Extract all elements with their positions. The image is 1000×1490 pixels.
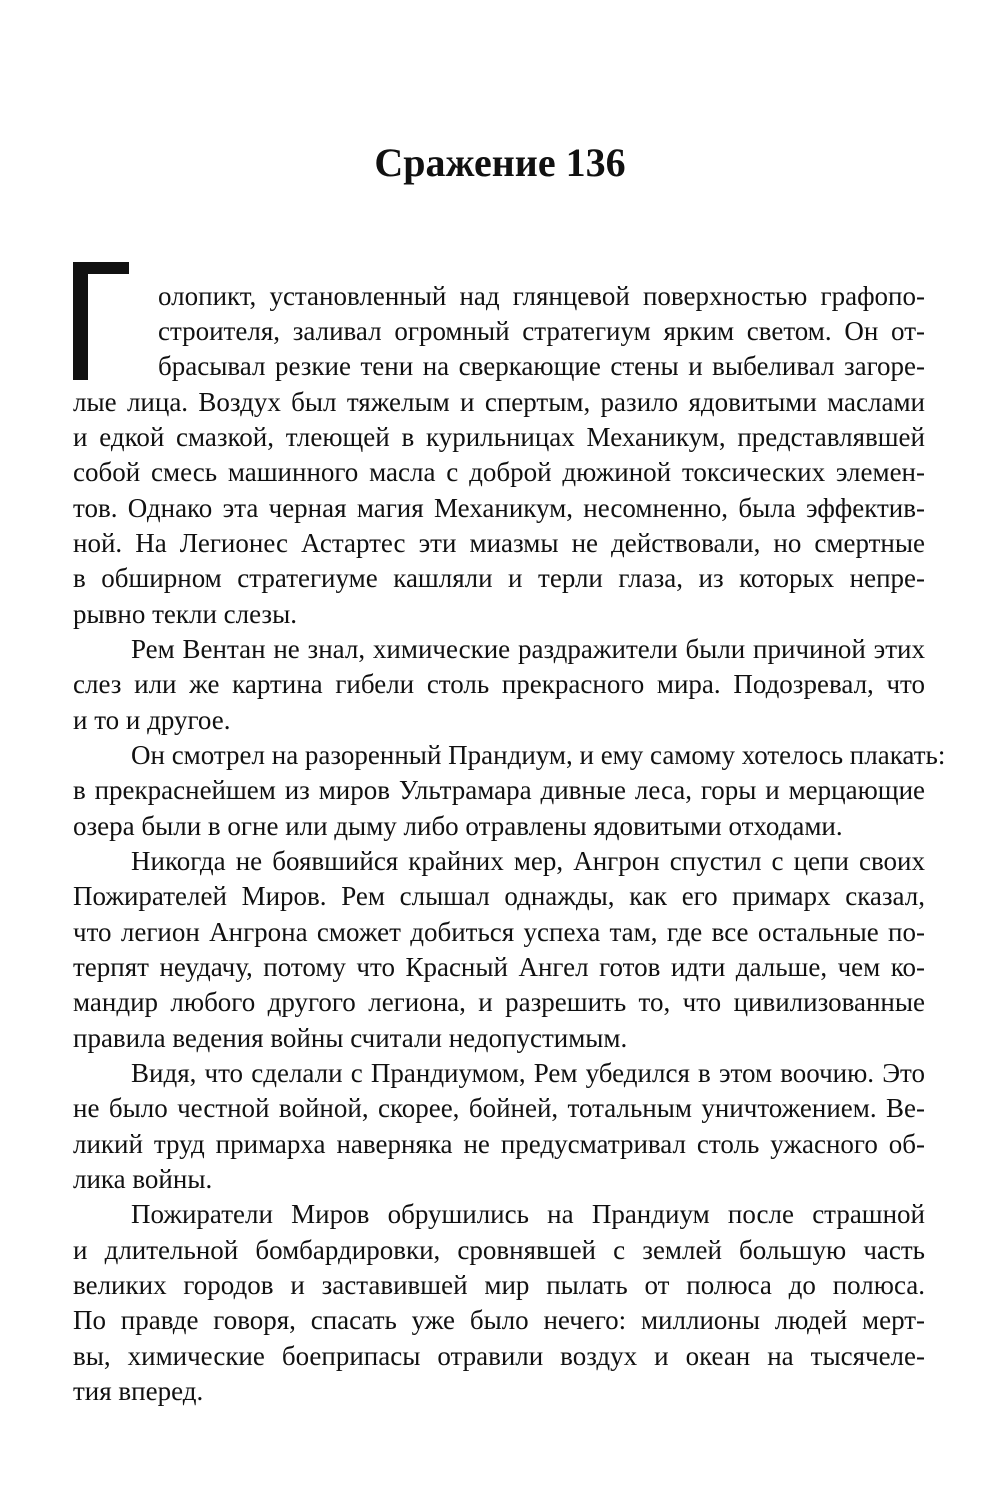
text-line: Пожиратели Миров обрушились на Прандиум после страшной — [131, 1199, 925, 1229]
text-line: не было честной войной, скорее, бойней, тотальным уничтожением. Ве- — [73, 1093, 925, 1123]
text-line: что легион Ангрона сможет добиться успеха там, где все остальные по- — [73, 917, 925, 947]
text-line: Никогда не боявшийся крайних мер, Ангрон спустил с цепи своих — [131, 846, 925, 876]
text-line: в обширном стратегиуме кашляли и терли глаза, из которых непре- — [73, 563, 925, 593]
text-line: Он смотрел на разоренный Прандиум, и ему самому хотелось плакать: — [131, 740, 946, 770]
text-line: ной. На Легионес Астартес эти миазмы не действовали, но смертные — [73, 528, 925, 558]
text-line: брасывал резкие тени на сверкающие стены и выбеливал загоре- — [158, 351, 925, 381]
text-line: рывно текли слезы. — [73, 599, 297, 629]
text-line: тов. Однако эта черная магия Механикум, несомненно, была эффектив- — [73, 493, 925, 523]
text-line: строителя, заливал огромный стратегиум ярким светом. Он от- — [158, 316, 925, 346]
text-line: лика войны. — [73, 1164, 213, 1194]
text-line: правила ведения войны считали недопустимым. — [73, 1023, 628, 1053]
drop-cap-letter — [73, 262, 129, 380]
text-line: и длительной бомбардировки, сровнявшей с землей большую часть — [73, 1235, 925, 1265]
text-line: слез или же картина гибели столь прекрасного мира. Подозревал, что — [73, 669, 925, 699]
text-line: Рем Вентан не знал, химические раздражители были причиной этих — [131, 634, 925, 664]
text-line: великих городов и заставившей мир пылать от полюса до полюса. — [73, 1270, 925, 1300]
text-line: вы, химические боеприпасы отравили воздух и океан на тысячеле- — [73, 1341, 925, 1371]
text-line: мандир любого другого легиона, и разрешить то, что цивилизованные — [73, 987, 925, 1017]
text-line: По правде говоря, спасать уже было нечего: миллионы людей мерт- — [73, 1305, 925, 1335]
text-line: ликий труд примарха наверняка не предусматривал столь ужасного об- — [73, 1129, 925, 1159]
text-line: озера были в огне или дыму либо отравлены ядовитыми отходами. — [73, 811, 843, 841]
text-line: в прекраснейшем из миров Ультрамара дивные леса, горы и мерцающие — [73, 775, 925, 805]
chapter-title: Сражение 136 — [374, 140, 626, 185]
text-line: олопикт, установленный над глянцевой поверхностью графопо- — [158, 281, 925, 311]
text-line: Видя, что сделали с Прандиумом, Рем убедился в этом воочию. Это — [131, 1058, 925, 1088]
text-line: собой смесь машинного масла с доброй дюжиной токсических элемен- — [73, 457, 925, 487]
text-line: Пожирателей Миров. Рем слышал однажды, как его примарх сказал, — [73, 881, 925, 911]
text-line: и едкой смазкой, тлеющей в курильницах Механикум, представлявшей — [73, 422, 925, 452]
text-line: тия вперед. — [73, 1376, 204, 1406]
text-line: лые лица. Воздух был тяжелым и спертым, разило ядовитыми маслами — [73, 387, 925, 417]
text-line: и то и другое. — [73, 705, 231, 735]
text-line: терпят неудачу, потому что Красный Ангел готов идти дальше, чем ко- — [73, 952, 925, 982]
